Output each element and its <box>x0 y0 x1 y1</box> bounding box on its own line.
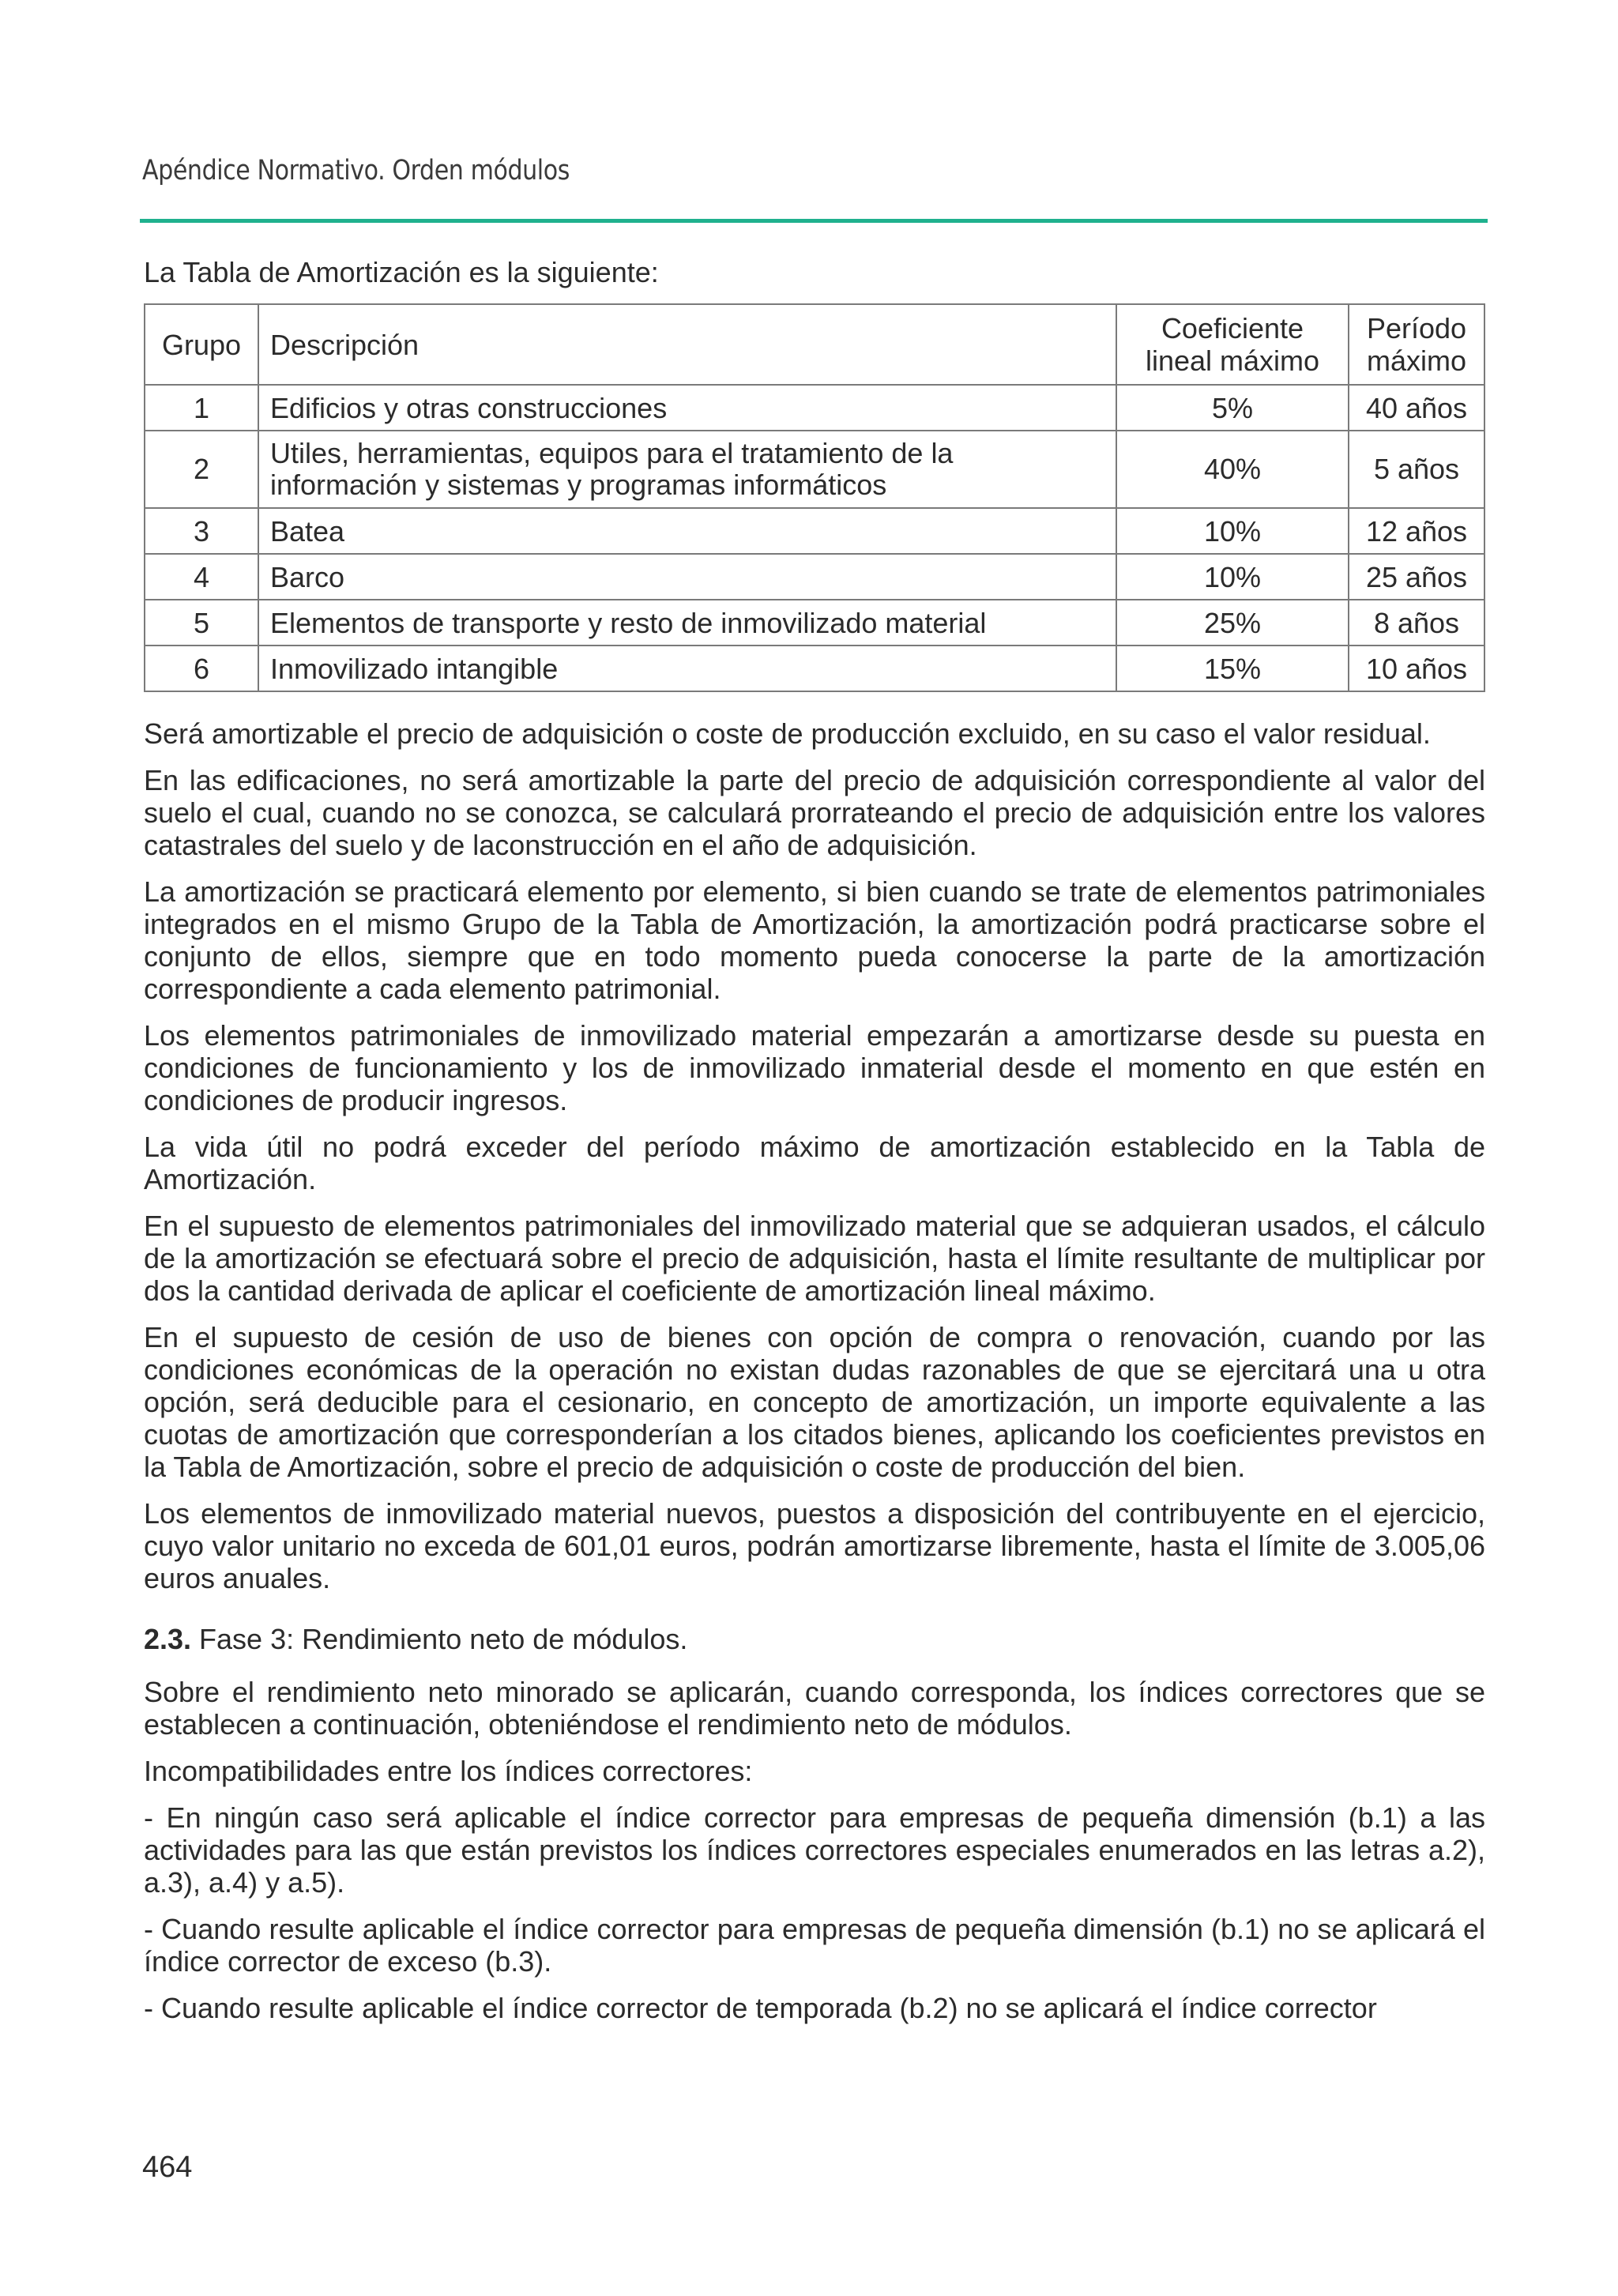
cell-group: 2 <box>145 431 258 508</box>
paragraph-start-of-amortization: Los elementos patrimoniales de inmovilizado material empezarán a amortizarse desde su puesta en condiciones de funcionamiento y los de inmovilizado inmaterial desde el momento en que estén en condiciones de producir ingresos. <box>144 1019 1485 1116</box>
table-intro: La Tabla de Amortización es la siguiente: <box>144 256 659 288</box>
cell-coefficient: 15% <box>1116 646 1349 691</box>
document-page <box>142 0 1485 2296</box>
paragraph-free-amortization: Los elementos de inmovilizado material nuevos, puestos a disposición del contribuyente en el ejercicio, cuyo valor unitario no exceda de 601,01 euros, podrán amortizarse libremente, hasta el límite de 3.005,06 euros anuales. <box>144 1497 1485 1594</box>
paragraph-element-by-element: La amortización se practicará elemento por elemento, si bien cuando se trate de elementos patrimoniales integrados en el mismo Grupo de la Tabla de Amortización, la amortización podrá practicarse sobre el conjunto de ellos, siempre que en todo momento pueda conocerse la parte de la amortización correspondiente a cada elemento patrimonial. <box>144 875 1485 1005</box>
column-header-coefficient <box>1116 304 1349 385</box>
section-title: Fase 3: Rendimiento neto de módulos. <box>191 1623 688 1655</box>
cell-description: Barco <box>258 554 1116 600</box>
page-number: 464 <box>142 2151 193 2184</box>
section-heading <box>144 1623 1485 1655</box>
table-row <box>145 385 1484 431</box>
cell-description <box>258 431 1116 508</box>
column-header-coefficient-line2: lineal máximo <box>1145 344 1320 377</box>
paragraph-corrector-indices: Sobre el rendimiento neto minorado se aplicarán, cuando corresponda, los índices correctores que se establecen a continuación, obteniéndose el rendimiento neto de módulos. <box>144 1676 1485 1741</box>
paragraph-useful-life: La vida útil no podrá exceder del período máximo de amortización establecido en la Tabla de Amortización. <box>144 1131 1485 1195</box>
table-row <box>145 600 1484 646</box>
running-header: Apéndice Normativo. Orden módulos <box>142 155 570 186</box>
cell-coefficient: 40% <box>1116 431 1349 508</box>
table-row <box>145 431 1484 508</box>
cell-group: 4 <box>145 554 258 600</box>
cell-period: 8 años <box>1349 600 1484 646</box>
list-item: - Cuando resulte aplicable el índice corrector de temporada (b.2) no se aplicará el índice corrector <box>144 1992 1377 2024</box>
column-header-period-line2: máximo <box>1366 344 1467 377</box>
paragraph-leasing: En el supuesto de cesión de uso de bienes con opción de compra o renovación, cuando por las condiciones económicas de la operación no existan dudas razonables de que se ejercitará una u otra opción, será deducible para el cesionario, en concepto de amortización, un importe equivalente a las cuotas de amortización que corresponderían a los citados bienes, aplicando los coeficientes previstos en la Tabla de Amortización, sobre el precio de adquisición o coste de producción del bien. <box>144 1321 1485 1483</box>
list-item: - Cuando resulte aplicable el índice corrector para empresas de pequeña dimensión (b.1) no se aplicará el índice corrector de exceso (b.3). <box>144 1913 1485 1978</box>
cell-group: 5 <box>145 600 258 646</box>
cell-description: Batea <box>258 508 1116 554</box>
cell-period: 25 años <box>1349 554 1484 600</box>
header-divider <box>140 219 1488 223</box>
paragraph-used-assets: En el supuesto de elementos patrimoniales del inmovilizado material que se adquieran usados, el cálculo de la amortización se efectuará sobre el precio de adquisición, hasta el límite resultante de multiplicar por dos la cantidad derivada de aplicar el coeficiente de amortización lineal máximo. <box>144 1210 1485 1307</box>
cell-description: Inmovilizado intangible <box>258 646 1116 691</box>
cell-description-line2: información y sistemas y programas informáticos <box>270 469 887 501</box>
list-item: - En ningún caso será aplicable el índice corrector para empresas de pequeña dimensión (b.1) a las actividades para las que están previstos los índices correctores especiales enumerados en las letras a.2), a.3), a.4) y a.5). <box>144 1801 1485 1899</box>
cell-group: 6 <box>145 646 258 691</box>
cell-period: 5 años <box>1349 431 1484 508</box>
table-header-row <box>145 304 1484 385</box>
paragraph-buildings: En las edificaciones, no será amortizable la parte del precio de adquisición correspondiente al valor del suelo el cual, cuando no se conozca, se calculará prorrateando el precio de adquisición entre los valores catastrales del suelo y de laconstrucción en el año de adquisición. <box>144 764 1485 861</box>
cell-group: 3 <box>145 508 258 554</box>
cell-coefficient: 10% <box>1116 554 1349 600</box>
table-row <box>145 508 1484 554</box>
column-header-period-line1: Período <box>1366 312 1467 344</box>
section-number: 2.3. <box>144 1623 192 1655</box>
column-header-coefficient-line1: Coeficiente <box>1161 312 1304 344</box>
page-content <box>144 251 1485 2038</box>
cell-coefficient: 25% <box>1116 600 1349 646</box>
cell-description: Elementos de transporte y resto de inmovilizado material <box>258 600 1116 646</box>
cell-description: Edificios y otras construcciones <box>258 385 1116 431</box>
cell-period: 40 años <box>1349 385 1484 431</box>
cell-group: 1 <box>145 385 258 431</box>
cell-period: 12 años <box>1349 508 1484 554</box>
cell-coefficient: 10% <box>1116 508 1349 554</box>
cell-coefficient: 5% <box>1116 385 1349 431</box>
paragraph-residual-value: Será amortizable el precio de adquisición o coste de producción excluido, en su caso el valor residual. <box>144 717 1431 750</box>
table-row <box>145 554 1484 600</box>
cell-period: 10 años <box>1349 646 1484 691</box>
amortization-table <box>144 303 1485 692</box>
paragraph-incompatibilities: Incompatibilidades entre los índices correctores: <box>144 1755 753 1787</box>
column-header-description: Descripción <box>258 304 1116 385</box>
cell-description-line1: Utiles, herramientas, equipos para el tratamiento de la <box>270 437 954 469</box>
column-header-period <box>1349 304 1484 385</box>
table-row <box>145 646 1484 691</box>
column-header-group: Grupo <box>145 304 258 385</box>
